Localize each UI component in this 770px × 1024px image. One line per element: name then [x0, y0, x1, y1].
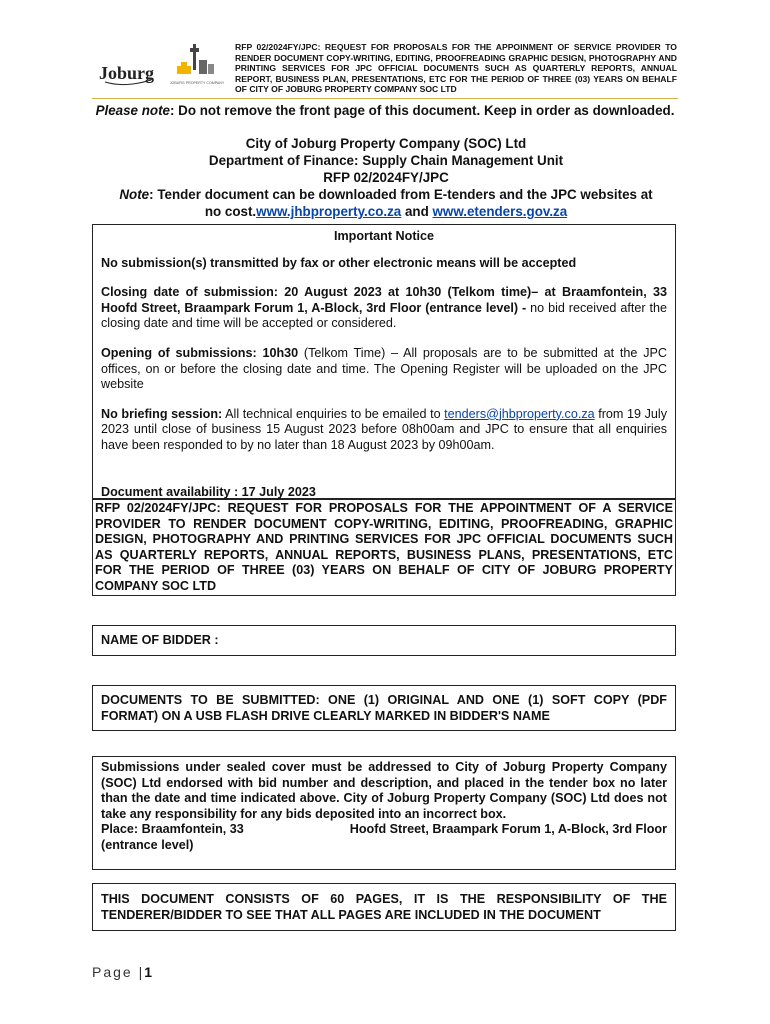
etenders-link[interactable]: www.etenders.gov.za [432, 204, 568, 219]
header-divider [92, 98, 678, 99]
briefing-session: No briefing session: All technical enquiries to be emailed to tenders@jhbproperty.co.za from 19 July 2023 until close of business 15 August 2023 before 08h00am and JPC to ensure that all enquiries have been responded to by no later than 18 August 2023 by 09h00am. [101, 406, 667, 452]
place-line: Place: Braamfontein, 33 Hoofd Street, Braampark Forum 1, A-Block, 3rd Floor [101, 822, 667, 837]
no-fax-notice: No submission(s) transmitted by fax or other electronic means will be accepted [101, 255, 577, 270]
notice-heading: Important Notice [333, 229, 435, 243]
bidder-name-box [92, 625, 676, 656]
page-footer: Page |1 [92, 964, 153, 980]
closing-date: Closing date of submission: 20 August 2023 at 10h30 (Telkom time)– at Braamfontein, 33 Hoofd Street, Braampark Forum 1, A-Block, 3rd Floor (entrance level) - no bid received after the closing date and time will be accepted or considered. [101, 285, 667, 331]
download-links: no cost.www.jhbproperty.co.za and www.etenders.gov.za [204, 204, 568, 219]
jpc-logo [169, 42, 225, 94]
important-notice-box [92, 224, 676, 499]
bidder-name-label: NAME OF BIDDER : [101, 633, 219, 647]
submissions-box [92, 756, 676, 870]
page-count-box: THIS DOCUMENT CONSISTS OF 60 PAGES, IT IS THE RESPONSIBILITY OF THE TENDERER/BIDDER TO SEE THAT ALL PAGES ARE INCLUDED IN THE DOCUMENT [92, 883, 676, 931]
rfp-title-box: RFP 02/2024FY/JPC: REQUEST FOR PROPOSALS FOR THE APPOINTMENT OF A SERVICE PROVIDER TO RENDER DOCUMENT COPY-WRITING, EDITING, PROOFREADING, GRAPHIC DESIGN, PHOTOGRAPHY AND PRINTING SERVICES FOR JPC OFFICIAL DOCUMENTS SUCH AS QUARTERLY REPORTS, ANNUAL REPORTS, BUSINESS PLANS, PRESENTATIONS, ETC FOR THE PERIOD OF THREE (03) YEARS ON BEHALF OF CITY OF JOBURG PROPERTY COMPANY SOC LTD [92, 499, 676, 596]
svg-text:JOBURG PROPERTY COMPANY: JOBURG PROPERTY COMPANY [169, 81, 225, 85]
organisation-block [95, 135, 677, 220]
department-name: Department of Finance: Supply Chain Management Unit [208, 153, 564, 168]
rfp-number: RFP 02/2024FY/JPC [323, 170, 449, 185]
tenders-email-link[interactable]: tenders@jhbproperty.co.za [444, 406, 595, 421]
download-note: Note: Tender document can be downloaded from E-tenders and the JPC websites at [119, 187, 653, 202]
submissions-text: Submissions under sealed cover must be addressed to City of Joburg Property Company (SOC) Ltd endorsed with bid number and description, and placed in the tender box no later than the date and time indicated above. City of Joburg Property Company (SOC) Ltd does not take any responsibility for any bids deposited into an incorrect box. [101, 760, 667, 821]
jhbproperty-link[interactable]: www.jhbproperty.co.za [256, 204, 402, 219]
document-availability: Document availability : 17 July 2023 [101, 485, 316, 499]
joburg-logo [95, 52, 159, 92]
opening-of-submissions: Opening of submissions: 10h30 (Telkom Time) – All proposals are to be submitted at the JPC offices, on or before the closing date and time. The Opening Register will be uploaded on the JPC website [101, 345, 667, 392]
please-note: Please note: Do not remove the front page of this document. Keep in order as downloaded. [95, 103, 675, 118]
place-line-2: (entrance level) [101, 837, 194, 852]
page-number: 1 [144, 964, 153, 980]
svg-text:Joburg: Joburg [99, 63, 155, 83]
document-header [95, 38, 685, 98]
documents-to-submit-box: DOCUMENTS TO BE SUBMITTED: ONE (1) ORIGINAL AND ONE (1) SOFT COPY (PDF FORMAT) ON A USB FLASH DRIVE CLEARLY MARKED IN BIDDER'S NAME [92, 685, 676, 731]
header-title: RFP 02/2024FY/JPC: REQUEST FOR PROPOSALS FOR THE APPOINMENT OF SERVICE PROVIDER TO RENDER DOCUMENT COPY-WRITING, EDITING, PROOFREADING GRAPHIC DESIGN, PHOTOGRAPHY AND PRINTING SERVICES FOR JPC OFFICIAL DOCUMENTS SUCH AS QUARTERLY REPORTS, ANNUAL REPORT, BUSINESS PLAN, PRESENTATIONS, ETC FOR THE PERIOD OF THREE (03) YEARS ON BEHALF OF CITY OF JOBURG PROPERTY COMPANY SOC LTD [235, 42, 677, 95]
company-name: City of Joburg Property Company (SOC) Ltd [245, 136, 527, 151]
